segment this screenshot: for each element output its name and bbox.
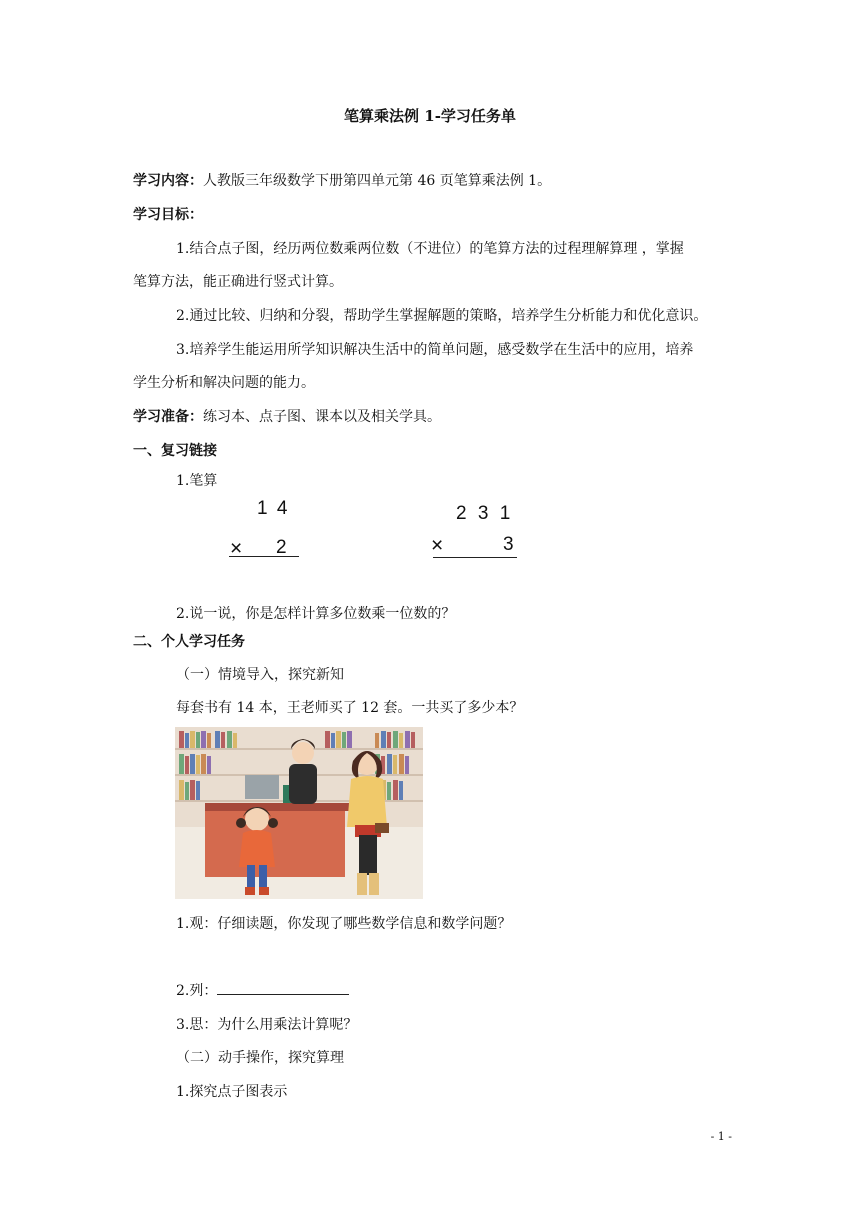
calc1-underline: [229, 556, 299, 557]
calc1-times-sign: ×: [230, 537, 245, 560]
calc2-times-sign: ×: [431, 534, 446, 557]
section-1-heading: 一、复习链接: [133, 443, 217, 459]
page-title: 笔算乘法例 1-学习任务单: [344, 107, 516, 125]
prep-line: [133, 406, 441, 426]
bookstore-scene-icon: [175, 727, 423, 899]
content-line: [133, 170, 551, 190]
question-observe: 1.观：仔细读题，你发现了哪些数学信息和数学问题？: [176, 916, 512, 932]
answer-blank[interactable]: [217, 980, 349, 995]
section-2-heading: 二、个人学习任务: [133, 634, 245, 650]
subsection-2: （二）动手操作，探究算理: [176, 1050, 344, 1066]
content-text: 人教版三年级数学下册第四单元第 46 页笔算乘法例 1。: [203, 173, 552, 189]
prep-label: 学习准备：: [133, 409, 203, 425]
calc2-multiplicand: 2 3 1: [456, 503, 514, 524]
review-item-1: 1.笔算: [176, 473, 218, 489]
prep-text: 练习本、点子图、课本以及相关学具。: [203, 409, 441, 425]
goal-1-line-1: 1.结合点子图，经历两位数乘两位数（不进位）的笔算方法的过程理解算理 ，掌握: [176, 241, 684, 257]
question-list-line: [176, 980, 349, 1000]
subsection-1: （一）情境导入，探究新知: [176, 667, 344, 683]
question-list: 2.列：: [176, 983, 218, 999]
word-problem: 每套书有 14 本，王老师买了 12 套。一共买了多少本？: [176, 700, 524, 716]
calc2-underline: [433, 557, 517, 558]
bookstore-illustration: [175, 727, 423, 899]
question-think: 3.思：为什么用乘法计算呢？: [176, 1017, 358, 1033]
content-label: 学习内容：: [133, 173, 203, 189]
goal-1-line-2: 笔算方法，能正确进行竖式计算。: [133, 274, 343, 290]
page-number: - 1 -: [710, 1130, 732, 1143]
calc1-multiplicand: 1 4: [257, 498, 290, 519]
goal-2: 2.通过比较、归纳和分裂，帮助学生掌握解题的策略，培养学生分析能力和优化意识。: [176, 308, 708, 324]
calc1-multiplier: 2: [276, 537, 289, 558]
goal-3-line-2: 学生分析和解决问题的能力。: [133, 375, 315, 391]
goal-3-line-1: 3.培养学生能运用所学知识解决生活中的简单问题，感受数学在生活中的应用，培养: [176, 342, 694, 358]
review-item-2: 2.说一说，你是怎样计算多位数乘一位数的？: [176, 606, 456, 622]
goals-label: 学习目标：: [133, 207, 203, 223]
calc2-multiplier: 3: [503, 534, 516, 555]
question-dot-diagram: 1.探究点子图表示: [176, 1084, 288, 1100]
